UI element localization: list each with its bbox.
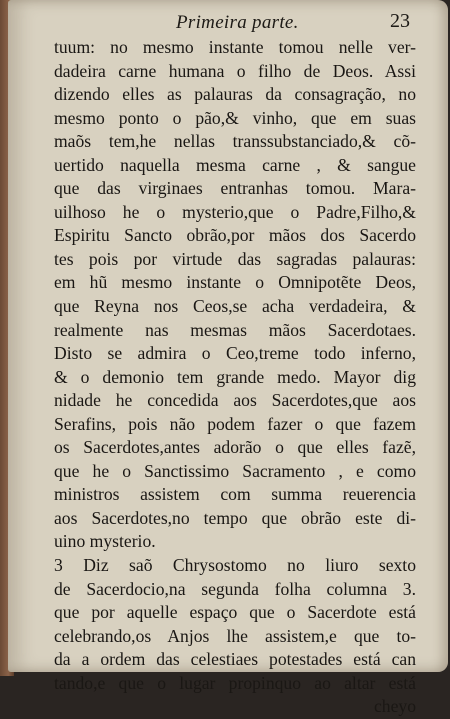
text-line: Espiritu Sancto obrão,por mãos dos Sacerdo — [54, 225, 416, 246]
catchword: cheyo — [373, 696, 416, 717]
text-line: em hũ mesmo instante o Omnipotẽte Deos, — [54, 272, 416, 293]
text-line: tando,e que o lugar propinquo ao altar está — [54, 672, 416, 693]
text-line: tes pois por virtude das sagradas palauras: — [54, 248, 416, 269]
text-line: que he o Sanctissimo Sacramento , e como — [54, 460, 416, 481]
text-line-paragraph-start: 3 Diz saõ Chrysostomo no liuro sexto — [54, 555, 416, 576]
page-header — [8, 6, 448, 36]
text-line: uilhoso he o mysterio,que o Padre,Filho,& — [54, 201, 416, 222]
text-line: uertido naquella mesma carne , & sangue — [54, 154, 416, 175]
text-line: aos Sacerdotes,no tempo que obrão este di- — [54, 507, 416, 528]
body-text — [54, 36, 416, 719]
page-number: 23 — [390, 10, 410, 32]
running-head: Primeira parte. — [176, 12, 299, 33]
book-page — [8, 0, 448, 717]
text-line: realmente nas mesmas mãos Sacerdotaes. — [54, 319, 416, 340]
text-line: celebrando,os Anjos lhe assistem,e que to- — [54, 625, 416, 646]
text-line: maõs tem,he nellas transsubstanciado,& cõ- — [54, 131, 416, 152]
text-line: dizendo elles as palauras da consagração, no — [54, 84, 416, 105]
text-line-paragraph-end: uino mysterio. — [54, 531, 156, 552]
text-line: de Sacerdocio,na segunda folha columna 3. — [54, 578, 416, 599]
text-line: que das virginaes entranhas tomou. Mara- — [54, 178, 416, 199]
text-line: que por aquelle espaço que o Sacerdote está — [54, 602, 416, 623]
text-line: mesmo ponto o pão,& vinho, que em suas — [54, 107, 416, 128]
text-line: nidade he concedida aos Sacerdotes,que aos — [54, 390, 416, 411]
text-line: ministros assistem com summa reuerencia — [54, 484, 416, 505]
text-line: que Reyna nos Ceos,se acha verdadeira, & — [54, 296, 416, 317]
text-line: Serafins, pois não podem fazer o que fazem — [54, 413, 416, 434]
text-line: dadeira carne humana o filho de Deos. Assi — [54, 60, 416, 81]
text-line: da a ordem das celestiaes potestades está can — [54, 649, 416, 670]
text-line: Disto se admira o Ceo,treme todo inferno, — [54, 343, 416, 364]
text-line: & o demonio tem grande medo. Mayor dig — [54, 366, 416, 387]
text-line: os Sacerdotes,antes adorão o que elles fazẽ, — [54, 437, 416, 458]
text-line: tuum: no mesmo instante tomou nelle ver- — [54, 37, 416, 57]
